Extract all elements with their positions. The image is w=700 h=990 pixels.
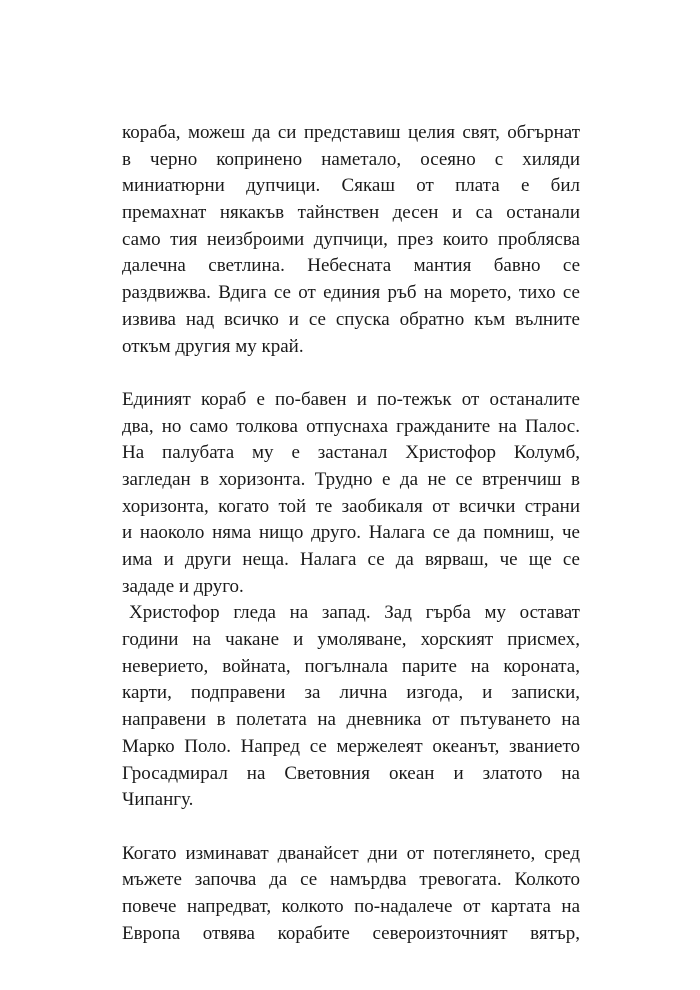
text-line: само тия неизброими дупчици, през които проблясва — [122, 228, 580, 250]
paragraph-3 — [122, 600, 580, 814]
text-line: загледан в хоризонта. Трудно е да не се втренчиш в — [122, 468, 580, 490]
paragraph-gap — [122, 360, 580, 387]
text-line: и наоколо няма нищо друго. Налага се да помниш, че — [122, 522, 580, 544]
text-line: неверието, войната, погълнала парите на короната, — [122, 655, 580, 677]
text-line: извива над всичко и се спуска обратно към вълните — [122, 308, 580, 330]
text-line: миниатюрни дупчици. Сякаш от плата е бил — [122, 175, 580, 197]
text-line: раздвижва. Вдига се от единия ръб на морето, тихо се — [122, 282, 580, 304]
text-line: направени в полетата на дневника от пътуването на — [122, 709, 580, 731]
text-line: в черно копринено наметало, осеяно с хиляди — [122, 148, 580, 170]
text-line: Чипангу. — [122, 789, 194, 811]
text-line: далечна светлина. Небесната мантия бавно се — [122, 255, 580, 277]
text-line: Гросадмирал на Световния океан и златото на — [122, 762, 580, 784]
text-line: години на чакане и умоляване, хорският присмех, — [122, 629, 580, 651]
text-line: Христофор гледа на запад. Зад гърба му остават — [129, 602, 580, 624]
text-line: На палубата му е застанал Христофор Колумб, — [122, 442, 580, 464]
text-line: Когато изминават дванайсет дни от потеглянето, сред — [122, 842, 580, 864]
text-line: зададе и друго. — [122, 575, 244, 597]
paragraph-1 — [122, 120, 580, 360]
text-line: два, но само толкова отпуснаха гражданите на Палос. — [122, 415, 580, 437]
paragraph-2 — [122, 387, 580, 601]
text-line: кораба, можеш да си представиш целия свят, обгърнат — [122, 122, 580, 143]
text-line: мъжете започва да се намърдва тревогата. Колкото — [122, 869, 580, 891]
text-line: повече напредват, колкото по-надалече от картата на — [122, 895, 580, 917]
text-line: има и други неща. Налага се да вярваш, че ще се — [122, 549, 580, 570]
text-line: Марко Поло. Напред се мержелеят океанът, званието — [122, 735, 580, 757]
text-line: Европа отвява корабите североизточният вятър, — [122, 922, 580, 944]
text-line: карти, подправени за лична изгода, и записки, — [122, 682, 580, 704]
text-line: хоризонта, когато той те заобикаля от всички страни — [122, 495, 580, 517]
text-line: премахнат някакъв тайнствен десен и са останали — [122, 202, 580, 224]
page-text — [122, 120, 580, 947]
paragraph-gap — [122, 814, 580, 841]
paragraph-4 — [122, 841, 580, 948]
text-line: Единият кораб е по-бавен и по-тежък от останалите — [122, 388, 580, 410]
text-line: откъм другия му край. — [122, 335, 304, 357]
